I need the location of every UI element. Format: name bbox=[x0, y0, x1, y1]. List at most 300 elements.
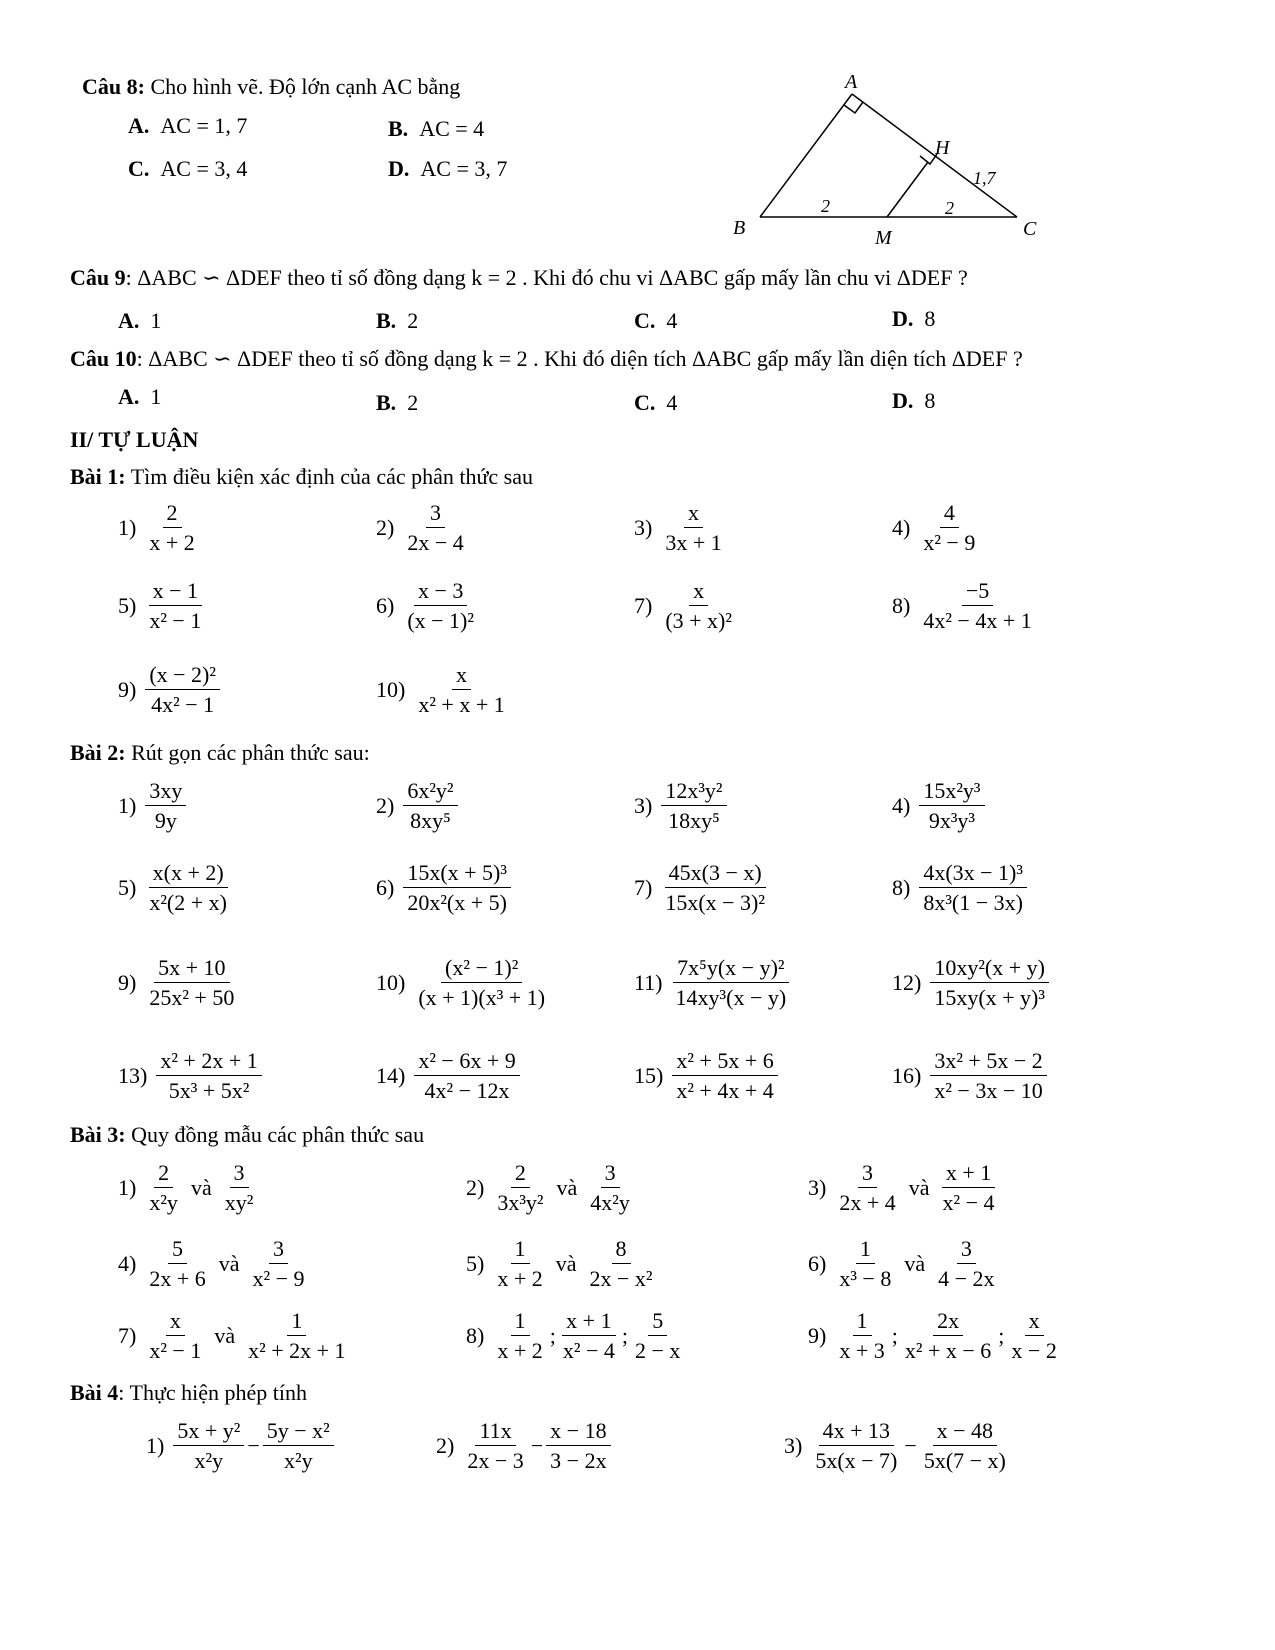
denominator: x³ − 8 bbox=[839, 1266, 892, 1292]
bai1-item bbox=[634, 500, 729, 556]
fraction bbox=[901, 1308, 995, 1364]
fraction bbox=[221, 1160, 258, 1216]
bai2-text: Rút gọn các phân thức sau: bbox=[125, 740, 370, 765]
bai2-item bbox=[634, 1048, 781, 1104]
right-angle-a bbox=[844, 102, 863, 113]
fraction bbox=[835, 1160, 899, 1216]
q8-title: Câu 8: bbox=[82, 74, 145, 99]
numerator: 4x + 13 bbox=[819, 1418, 894, 1446]
bai4-item bbox=[146, 1418, 337, 1474]
numerator: x² + 2x + 1 bbox=[156, 1048, 261, 1076]
numerator: x bbox=[684, 500, 703, 528]
fraction bbox=[145, 662, 220, 718]
bai1-item bbox=[118, 500, 202, 556]
option-key: B. bbox=[376, 390, 397, 415]
denominator: 14xy³(x − y) bbox=[675, 985, 787, 1011]
item-label: 3) bbox=[634, 514, 653, 540]
bai4-item bbox=[784, 1418, 1013, 1474]
q10-text: : ΔABC ∽ ΔDEF theo tỉ số đồng dạng k = 2 . Khi đó diện tích ΔABC gấp mấy lần diện tích ΔDEF ? bbox=[136, 346, 1023, 371]
fraction bbox=[939, 1160, 999, 1216]
item-label: 1) bbox=[118, 1174, 137, 1200]
denominator: x² − 4 bbox=[942, 1190, 995, 1216]
numerator: x bbox=[1025, 1308, 1044, 1336]
section-heading: II/ TỰ LUẬN bbox=[70, 427, 199, 452]
option-value: AC = 3, 4 bbox=[160, 156, 248, 181]
item-label: 5) bbox=[466, 1250, 485, 1276]
denominator: 5x³ + 5x² bbox=[168, 1078, 250, 1104]
bai2-item bbox=[376, 1048, 523, 1104]
conjunction: và bbox=[214, 1322, 236, 1348]
numerator: 11x bbox=[475, 1418, 515, 1446]
bai3-heading bbox=[70, 1122, 424, 1148]
bai1-text: Tìm điều kiện xác định của các phân thức sau bbox=[125, 464, 534, 489]
option-key: A. bbox=[118, 384, 140, 409]
bai2-item bbox=[634, 778, 730, 834]
fraction bbox=[145, 1160, 182, 1216]
fraction bbox=[156, 1048, 261, 1104]
fraction bbox=[835, 1236, 895, 1292]
numerator: 3 bbox=[230, 1160, 249, 1188]
option-key: A. bbox=[128, 113, 150, 138]
numerator: 10xy²(x + y) bbox=[930, 955, 1049, 983]
fraction bbox=[586, 1236, 657, 1292]
label-a: A bbox=[845, 71, 858, 93]
denominator: 5x(7 − x) bbox=[923, 1448, 1006, 1474]
denominator: 15xy(x + y)³ bbox=[934, 985, 1045, 1011]
bai1-item bbox=[118, 662, 223, 718]
fraction bbox=[920, 1418, 1010, 1474]
numerator: x(x + 2) bbox=[149, 860, 228, 888]
item-label: 9) bbox=[118, 676, 137, 702]
denominator: 2 − x bbox=[635, 1338, 681, 1364]
conjunction: và bbox=[190, 1174, 212, 1200]
denominator: x² + x + 1 bbox=[418, 692, 505, 718]
bai3-item bbox=[808, 1236, 1002, 1292]
option-key: C. bbox=[634, 390, 656, 415]
denominator: 4x²y bbox=[590, 1190, 630, 1216]
bai1-item bbox=[892, 500, 982, 556]
numerator: 1 bbox=[511, 1236, 530, 1264]
numerator: 3 bbox=[957, 1236, 976, 1264]
item-label: 3) bbox=[784, 1432, 803, 1458]
item-label: 10) bbox=[376, 676, 406, 702]
fraction bbox=[493, 1308, 546, 1364]
fraction bbox=[930, 1048, 1046, 1104]
denominator: x − 2 bbox=[1011, 1338, 1057, 1364]
denominator: 4 − 2x bbox=[938, 1266, 995, 1292]
item-label: 4) bbox=[118, 1250, 137, 1276]
numerator: x − 48 bbox=[933, 1418, 997, 1446]
q10-option-c[interactable] bbox=[634, 390, 677, 416]
q8-option-a[interactable] bbox=[128, 113, 247, 139]
bai1-heading bbox=[70, 464, 533, 490]
option-value: 8 bbox=[924, 306, 936, 331]
numerator: (x − 2)² bbox=[145, 662, 220, 690]
item-label: 11) bbox=[634, 969, 663, 995]
fraction bbox=[661, 500, 725, 556]
option-key: D. bbox=[388, 156, 410, 181]
option-value: 1 bbox=[150, 384, 162, 409]
item-label: 16) bbox=[892, 1062, 922, 1088]
q8-option-d[interactable] bbox=[388, 156, 507, 182]
option-value: 2 bbox=[407, 308, 419, 333]
numerator: 15x(x + 5)³ bbox=[403, 860, 511, 888]
bai2-item bbox=[118, 778, 189, 834]
bai2-heading bbox=[70, 740, 370, 766]
denominator: 4x² − 1 bbox=[151, 692, 215, 718]
label-mc: 2 bbox=[945, 198, 954, 218]
numerator: 3 bbox=[858, 1160, 877, 1188]
numerator: x − 18 bbox=[546, 1418, 610, 1446]
bai4-text: : Thực hiện phép tính bbox=[118, 1380, 308, 1405]
item-label: 5) bbox=[118, 592, 137, 618]
fraction bbox=[403, 578, 478, 634]
q10-prompt bbox=[70, 346, 1023, 372]
numerator: 2 bbox=[511, 1160, 530, 1188]
q9-prompt bbox=[70, 265, 968, 291]
item-label: 2) bbox=[436, 1432, 455, 1458]
denominator: 5x(x − 7) bbox=[815, 1448, 898, 1474]
bai3-item bbox=[118, 1236, 312, 1292]
numerator: x + 1 bbox=[562, 1308, 615, 1336]
numerator: 3x² + 5x − 2 bbox=[930, 1048, 1046, 1076]
label-hc: 1,7 bbox=[973, 168, 996, 188]
bai4-heading bbox=[70, 1380, 307, 1406]
bai2-item bbox=[376, 860, 514, 916]
fraction bbox=[919, 500, 979, 556]
fraction bbox=[145, 578, 205, 634]
fraction bbox=[244, 1308, 349, 1364]
numerator: 5x + 10 bbox=[154, 955, 229, 983]
numerator: 3 bbox=[426, 500, 445, 528]
option-value: 8 bbox=[924, 388, 936, 413]
fraction bbox=[403, 778, 457, 834]
denominator: x² + x − 6 bbox=[904, 1338, 992, 1364]
denominator: x + 2 bbox=[497, 1338, 543, 1364]
item-label: 12) bbox=[892, 969, 922, 995]
bai2-item bbox=[376, 955, 552, 1011]
fraction bbox=[145, 500, 198, 556]
fraction bbox=[930, 955, 1049, 1011]
item-label: 15) bbox=[634, 1062, 664, 1088]
numerator: 45x(3 − x) bbox=[665, 860, 766, 888]
denominator: 8xy⁵ bbox=[410, 808, 451, 834]
denominator: 2x + 6 bbox=[149, 1266, 206, 1292]
q8-text: Cho hình vẽ. Độ lớn cạnh AC bằng bbox=[150, 74, 461, 99]
item-label: 5) bbox=[118, 874, 137, 900]
conjunction: và bbox=[218, 1250, 240, 1276]
bai2-item bbox=[634, 860, 772, 916]
denominator: x + 2 bbox=[497, 1266, 543, 1292]
item-label: 6) bbox=[376, 874, 395, 900]
fraction bbox=[414, 1048, 519, 1104]
fraction bbox=[493, 1236, 546, 1292]
option-value: 4 bbox=[666, 308, 678, 333]
bai1-item bbox=[892, 578, 1039, 634]
numerator: x² − 6x + 9 bbox=[414, 1048, 519, 1076]
item-label: 8) bbox=[466, 1322, 485, 1348]
fraction bbox=[672, 955, 791, 1011]
denominator: x²(2 + x) bbox=[149, 890, 227, 916]
segment-mh bbox=[887, 162, 928, 217]
item-label: 2) bbox=[376, 792, 395, 818]
fraction bbox=[263, 1418, 334, 1474]
q10-option-d[interactable] bbox=[892, 388, 935, 414]
label-bm: 2 bbox=[821, 196, 830, 216]
item-label: 14) bbox=[376, 1062, 406, 1088]
bai3-item: 9) $\frac{1}{x + 3}$ ; $\frac{2x}{\text{x² + x − 6}}$ ; $\frac{x}{x - 2}$ bbox=[808, 1308, 1064, 1364]
numerator: 7x⁵y(x − y)² bbox=[673, 955, 788, 983]
q10-option-b[interactable] bbox=[376, 390, 418, 416]
denominator: x + 2 bbox=[149, 530, 195, 556]
option-key: C. bbox=[128, 156, 150, 181]
denominator: x² + 2x + 1 bbox=[248, 1338, 346, 1364]
label-c: C bbox=[1023, 218, 1037, 240]
denominator: xy² bbox=[224, 1190, 254, 1216]
fraction bbox=[414, 662, 508, 718]
q8-option-b[interactable] bbox=[388, 116, 484, 142]
denominator: x²y bbox=[194, 1448, 224, 1474]
item-label: 8) bbox=[892, 592, 911, 618]
numerator: 4 bbox=[940, 500, 959, 528]
item-label: 1) bbox=[118, 792, 137, 818]
bai2-item bbox=[118, 1048, 265, 1104]
numerator: x² + 5x + 6 bbox=[672, 1048, 777, 1076]
numerator: 2 bbox=[154, 1160, 173, 1188]
denominator: x² + 4x + 4 bbox=[676, 1078, 774, 1104]
conjunction: và bbox=[908, 1174, 930, 1200]
numerator: (x² − 1)² bbox=[441, 955, 522, 983]
numerator: 1 bbox=[287, 1308, 306, 1336]
fraction bbox=[586, 1160, 634, 1216]
option-key: A. bbox=[118, 308, 140, 333]
option-key: B. bbox=[388, 116, 409, 141]
q9-text: : ΔABC ∽ ΔDEF theo tỉ số đồng dạng k = 2 . Khi đó chu vi ΔABC gấp mấy lần chu vi ΔDEF ? bbox=[125, 265, 968, 290]
item-label: 7) bbox=[634, 592, 653, 618]
denominator: x² − 1 bbox=[149, 1338, 202, 1364]
fraction bbox=[173, 1418, 244, 1474]
denominator: 18xy⁵ bbox=[668, 808, 720, 834]
bai2-item bbox=[892, 778, 988, 834]
fraction bbox=[672, 1048, 777, 1104]
bai2-item bbox=[118, 860, 234, 916]
label-m: M bbox=[875, 227, 892, 249]
denominator: x² − 4 bbox=[562, 1338, 615, 1364]
fraction bbox=[403, 860, 511, 916]
operator: − bbox=[904, 1432, 917, 1458]
item-label: 2) bbox=[376, 514, 395, 540]
q10-option-a[interactable] bbox=[118, 384, 161, 410]
numerator: 4x(3x − 1)³ bbox=[919, 860, 1027, 888]
option-value: 1 bbox=[150, 308, 162, 333]
item-label: 9) bbox=[118, 969, 137, 995]
option-value: 2 bbox=[407, 390, 419, 415]
numerator: x bbox=[452, 662, 471, 690]
numerator: x + 1 bbox=[942, 1160, 995, 1188]
item-label: 6) bbox=[376, 592, 395, 618]
numerator: 12x³y² bbox=[661, 778, 726, 806]
fraction bbox=[661, 860, 769, 916]
fraction bbox=[493, 1160, 547, 1216]
conjunction: và bbox=[556, 1174, 578, 1200]
q9-title: Câu 9 bbox=[70, 265, 126, 290]
fraction bbox=[145, 860, 231, 916]
bai3-title: Bài 3: bbox=[70, 1122, 126, 1147]
item-label: 3) bbox=[634, 792, 653, 818]
q8-prompt bbox=[82, 74, 460, 100]
fraction bbox=[661, 578, 736, 634]
bai1-item bbox=[118, 578, 208, 634]
bai1-title: Bài 1: bbox=[70, 464, 126, 489]
bai3-text: Quy đồng mẫu các phân thức sau bbox=[125, 1122, 425, 1147]
q9-option-b[interactable] bbox=[376, 308, 418, 334]
q9-option-c[interactable] bbox=[634, 308, 677, 334]
item-label: 9) bbox=[808, 1322, 827, 1348]
denominator: (3 + x)² bbox=[665, 608, 732, 634]
numerator: 8 bbox=[612, 1236, 631, 1264]
denominator: 8x³(1 − 3x) bbox=[923, 890, 1023, 916]
denominator: 4x² − 12x bbox=[424, 1078, 510, 1104]
q9-option-a[interactable] bbox=[118, 308, 161, 334]
numerator: 1 bbox=[853, 1308, 872, 1336]
fraction bbox=[546, 1418, 610, 1474]
fraction bbox=[835, 1308, 888, 1364]
denominator: 15x(x − 3)² bbox=[665, 890, 765, 916]
fraction bbox=[631, 1308, 684, 1364]
option-value: AC = 1, 7 bbox=[160, 113, 248, 138]
label-b: B bbox=[733, 217, 746, 239]
item-label: 13) bbox=[118, 1062, 148, 1088]
numerator: 5x + y² bbox=[173, 1418, 244, 1446]
fraction bbox=[559, 1308, 619, 1364]
item-label: 2) bbox=[466, 1174, 485, 1200]
bai1-item bbox=[376, 500, 471, 556]
bai1-item bbox=[376, 662, 512, 718]
conjunction: và bbox=[555, 1250, 577, 1276]
option-key: C. bbox=[634, 308, 656, 333]
q9-option-d[interactable] bbox=[892, 306, 935, 332]
fraction bbox=[919, 778, 984, 834]
denominator: x² − 1 bbox=[149, 608, 202, 634]
bai2-item bbox=[892, 1048, 1050, 1104]
bai3-item bbox=[808, 1160, 1002, 1216]
bai4-item bbox=[436, 1418, 614, 1474]
bai2-item bbox=[376, 778, 461, 834]
numerator: 1 bbox=[856, 1236, 875, 1264]
denominator: 2x − 4 bbox=[407, 530, 464, 556]
numerator: 2 bbox=[163, 500, 182, 528]
option-key: B. bbox=[376, 308, 397, 333]
numerator: 6x²y² bbox=[403, 778, 457, 806]
item-label: 10) bbox=[376, 969, 406, 995]
numerator: 1 bbox=[511, 1308, 530, 1336]
denominator: 3x³y² bbox=[497, 1190, 544, 1216]
fraction bbox=[145, 955, 238, 1011]
fraction bbox=[811, 1418, 901, 1474]
denominator: 9x³y³ bbox=[928, 808, 976, 834]
denominator: 20x²(x + 5) bbox=[407, 890, 507, 916]
numerator: 5y − x² bbox=[263, 1418, 334, 1446]
bai4-title: Bài 4 bbox=[70, 1380, 119, 1405]
denominator: 2x − 3 bbox=[467, 1448, 524, 1474]
option-key: D. bbox=[892, 306, 914, 331]
conjunction: và bbox=[904, 1250, 926, 1276]
numerator: x − 3 bbox=[414, 578, 467, 606]
fraction bbox=[145, 1236, 209, 1292]
denominator: x² − 9 bbox=[923, 530, 976, 556]
bai1-item bbox=[376, 578, 481, 634]
item-label: 4) bbox=[892, 792, 911, 818]
q8-option-c[interactable] bbox=[128, 156, 247, 182]
denominator: 25x² + 50 bbox=[149, 985, 235, 1011]
bai2-item bbox=[892, 860, 1030, 916]
item-label: 4) bbox=[892, 514, 911, 540]
denominator: 4x² − 4x + 1 bbox=[923, 608, 1032, 634]
numerator: 15x²y³ bbox=[919, 778, 984, 806]
item-label: 1) bbox=[146, 1432, 165, 1458]
bai2-item bbox=[892, 955, 1052, 1011]
numerator: 2x bbox=[933, 1308, 963, 1336]
q10-title: Câu 10 bbox=[70, 346, 137, 371]
fraction bbox=[403, 500, 467, 556]
numerator: 3xy bbox=[145, 778, 186, 806]
numerator: x bbox=[689, 578, 708, 606]
option-value: AC = 3, 7 bbox=[420, 156, 508, 181]
side-ab bbox=[760, 94, 852, 217]
denominator: x²y bbox=[283, 1448, 313, 1474]
denominator: x²y bbox=[149, 1190, 178, 1216]
bai2-item bbox=[634, 955, 793, 1011]
fraction bbox=[145, 1308, 205, 1364]
numerator: x − 1 bbox=[149, 578, 202, 606]
fraction bbox=[919, 578, 1035, 634]
numerator: 5 bbox=[168, 1236, 187, 1264]
fraction bbox=[1007, 1308, 1060, 1364]
denominator: x + 3 bbox=[839, 1338, 885, 1364]
bai3-item bbox=[466, 1160, 637, 1216]
fraction bbox=[919, 860, 1027, 916]
denominator: x² − 3x − 10 bbox=[934, 1078, 1043, 1104]
denominator: 2x − x² bbox=[589, 1266, 653, 1292]
label-h: H bbox=[935, 137, 950, 159]
denominator: 9y bbox=[154, 808, 177, 834]
numerator: x bbox=[166, 1308, 185, 1336]
item-label: 8) bbox=[892, 874, 911, 900]
numerator: −5 bbox=[962, 578, 993, 606]
item-label: 7) bbox=[634, 874, 653, 900]
item-label: 6) bbox=[808, 1250, 827, 1276]
option-value: AC = 4 bbox=[419, 116, 485, 141]
fraction bbox=[463, 1418, 527, 1474]
operator: − bbox=[530, 1432, 544, 1458]
option-key: D. bbox=[892, 388, 914, 413]
numerator: 3 bbox=[269, 1236, 288, 1264]
triangle-figure bbox=[733, 71, 1055, 252]
operator: − bbox=[247, 1432, 260, 1458]
bai3-item bbox=[118, 1160, 260, 1216]
fraction bbox=[414, 955, 549, 1011]
denominator: (x − 1)² bbox=[407, 608, 474, 634]
item-label: 7) bbox=[118, 1322, 137, 1348]
fraction bbox=[249, 1236, 309, 1292]
bai2-item bbox=[118, 955, 241, 1011]
numerator: 3 bbox=[601, 1160, 620, 1188]
denominator: x² − 9 bbox=[252, 1266, 305, 1292]
bai3-item: 8) $\frac{1}{x + 2}$ ; $\frac{x + 1}{\text{x² − 4}}$ ; $\frac{5}{2 - x}$ bbox=[466, 1308, 687, 1364]
denominator: 3 − 2x bbox=[550, 1448, 607, 1474]
item-label: 3) bbox=[808, 1174, 827, 1200]
fraction bbox=[145, 778, 186, 834]
